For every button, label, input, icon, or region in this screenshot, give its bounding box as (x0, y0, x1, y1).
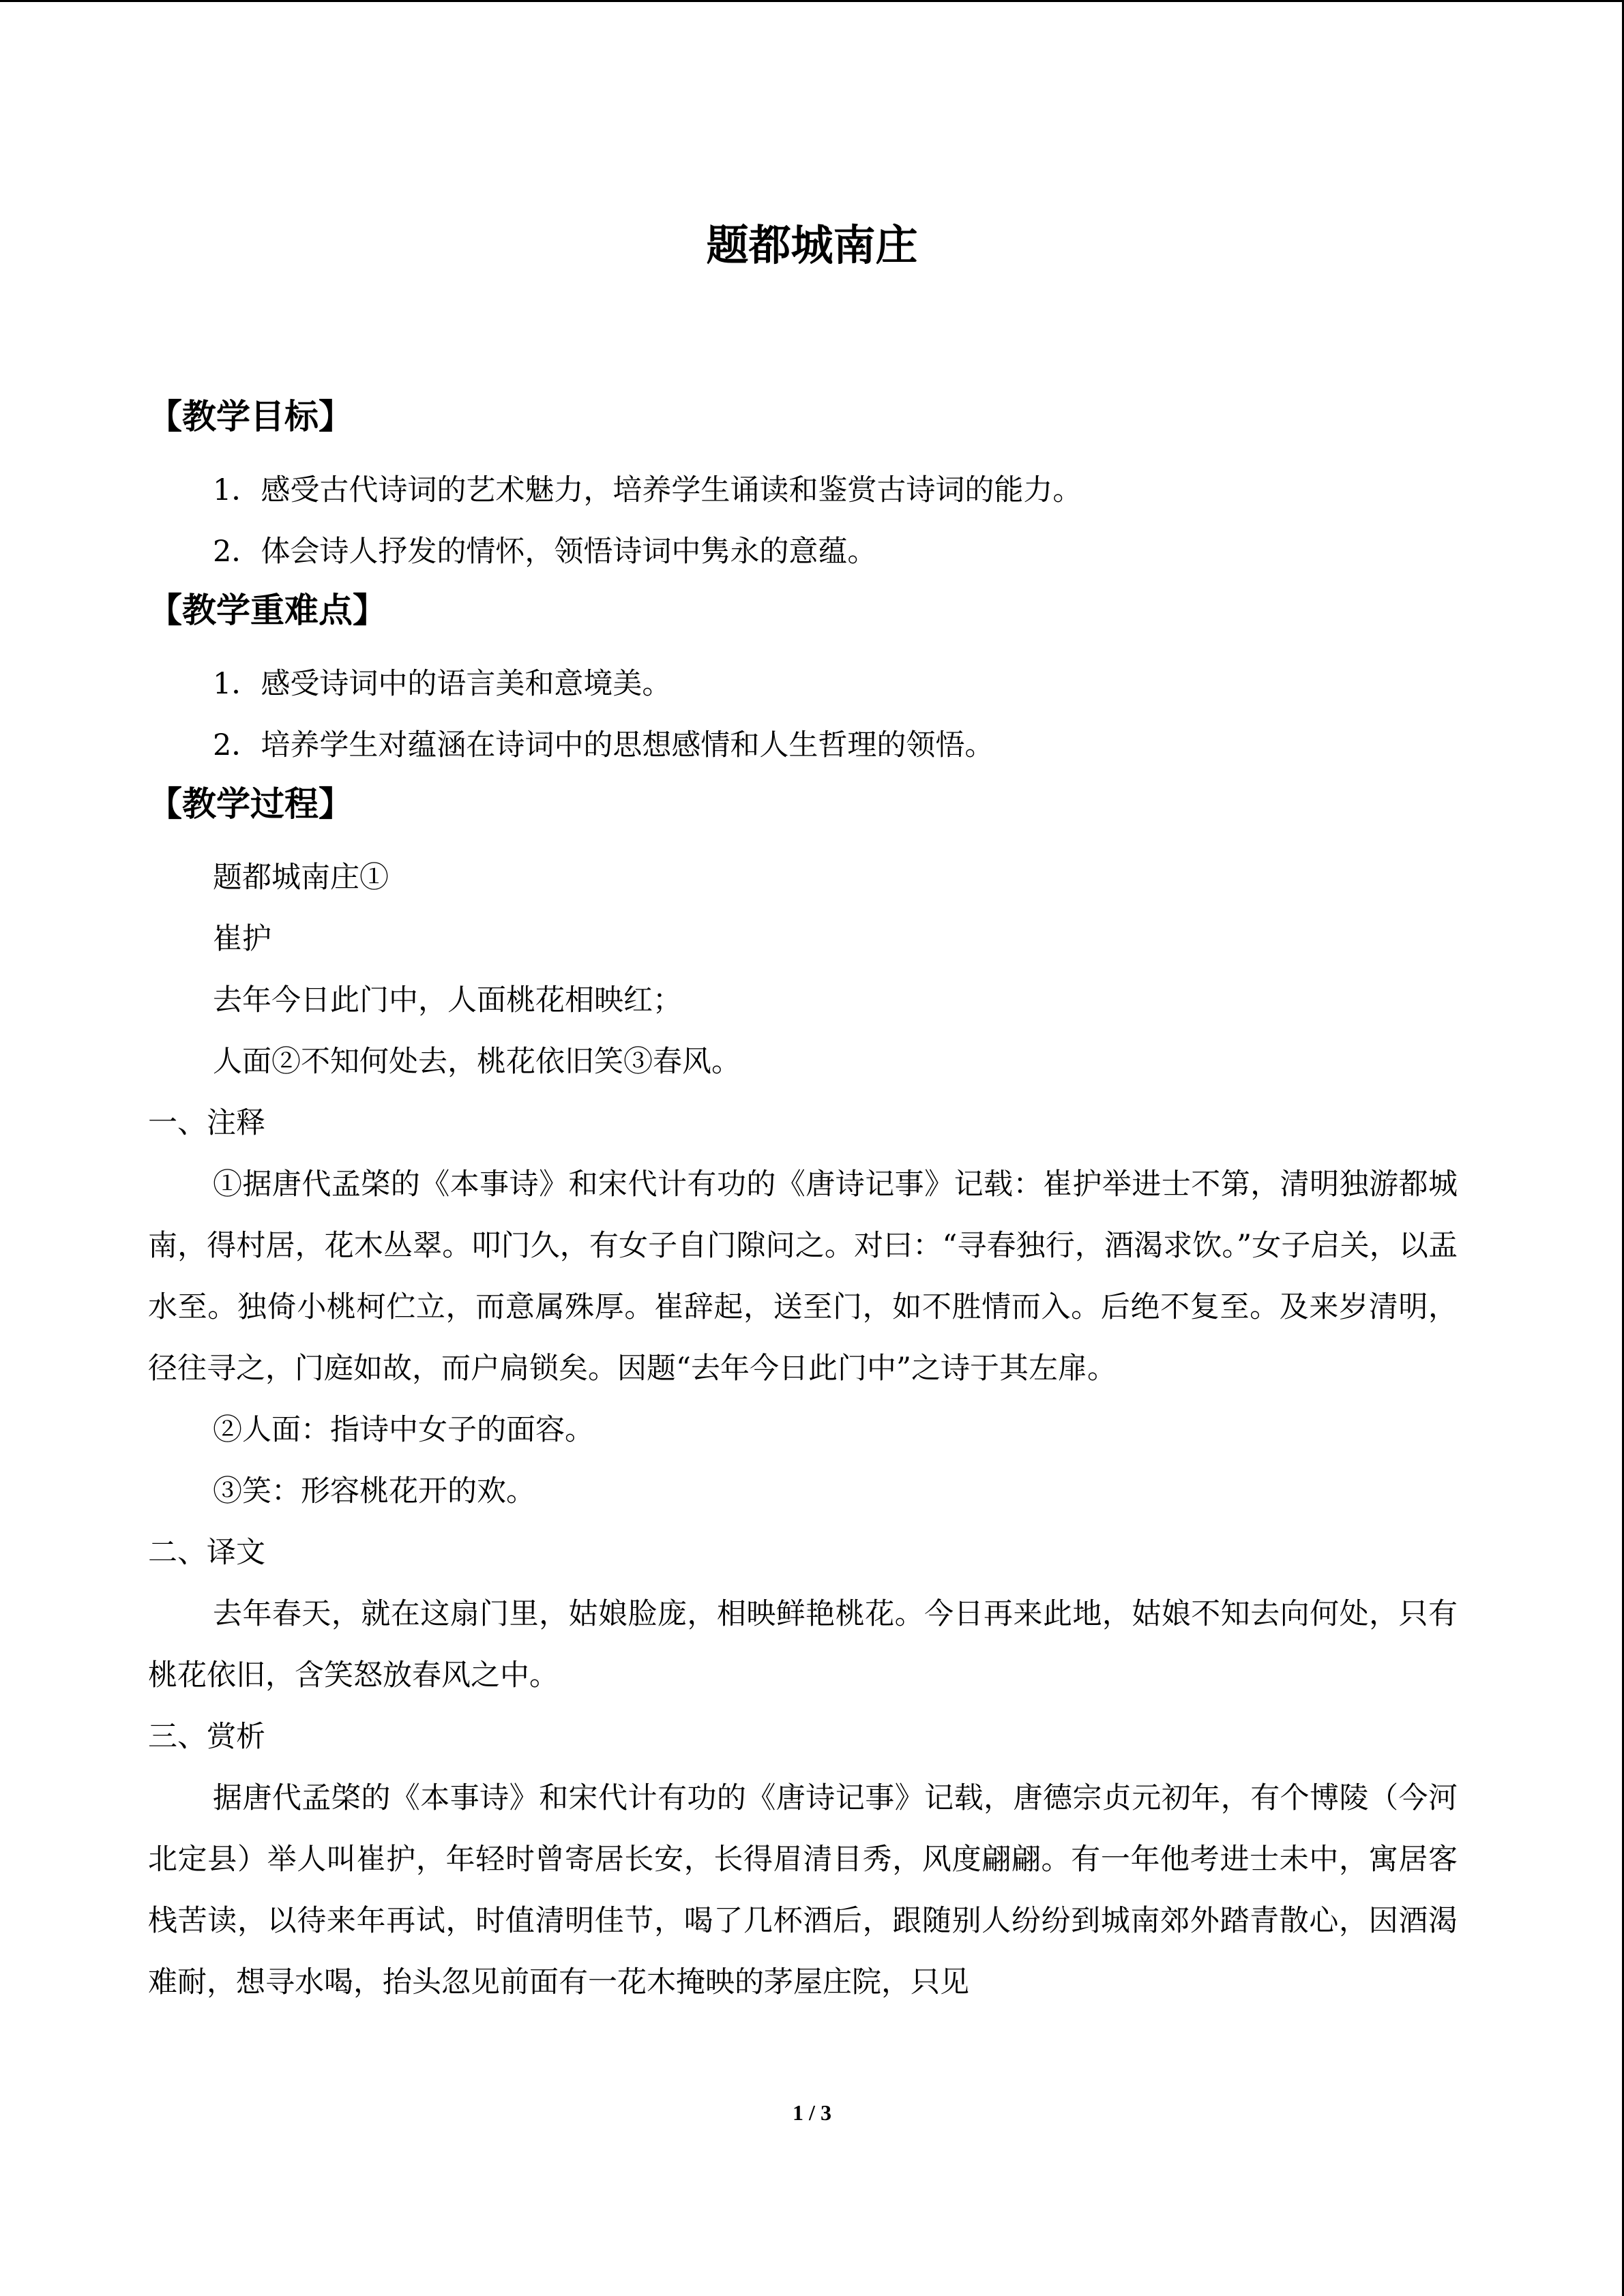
appreciation-text: 据唐代孟棨的《本事诗》和宋代计有功的《唐诗记事》记载，唐德宗贞元初年，有个博陵（今河北定县）举人叫崔护，年轻时曾寄居长安，长得眉清目秀，风度翩翩。有一年他考进士未中，寓居客栈苦读，以待来年再试，时值清明佳节，喝了几杯酒后，跟随别人纷纷到城南郊外踏青散心，因酒渴难耐，想寻水喝，抬头忽见前面有一花木掩映的茅屋庄院，只见 (148, 1781, 1458, 1999)
key-point-item-1: 1．感受诗词中的语言美和意境美。 (213, 667, 672, 701)
heading-key-points: 【教学重难点】 (148, 591, 387, 630)
heading-notes: 一、注释 (148, 1106, 265, 1140)
translation-text: 去年春天，就在这扇门里，姑娘脸庞，相映鲜艳桃花。今日再来此地，姑娘不知去向何处，只有桃花依旧，含笑怒放春风之中。 (148, 1597, 1458, 1693)
note-2: ②人面：指诗中女子的面容。 (213, 1413, 594, 1447)
page-number: 1 / 3 (793, 2100, 831, 2125)
objective-item-1: 1．感受古代诗词的艺术魅力，培养学生诵读和鉴赏古诗词的能力。 (213, 473, 1082, 507)
heading-process: 【教学过程】 (148, 784, 353, 824)
poem-author: 崔护 (213, 922, 271, 956)
poem-line-1: 去年今日此门中，人面桃花相映红； (213, 983, 682, 1017)
poem-title: 题都城南庄① (213, 861, 389, 895)
document-title: 题都城南庄 (706, 220, 918, 270)
objective-item-2: 2．体会诗人抒发的情怀，领悟诗词中隽永的意蕴。 (213, 535, 877, 569)
key-point-item-2: 2．培养学生对蕴涵在诗词中的思想感情和人生哲理的领悟。 (213, 728, 994, 762)
document-body (148, 389, 1458, 2013)
note-3: ③笑：形容桃花开的欢。 (213, 1474, 535, 1508)
heading-objectives: 【教学目标】 (148, 397, 353, 436)
note-1: ①据唐代孟棨的《本事诗》和宋代计有功的《唐诗记事》记载：崔护举进士不第，清明独游都城南，得村居，花木丛翠。叩门久，有女子自门隙问之。对曰：“寻春独行，酒渴求饮。”女子启关，以盂水至。独倚小桃柯伫立，而意属殊厚。崔辞起，送至门，如不胜情而入。后绝不复至。及来岁清明，径往寻之，门庭如故，而户扃锁矣。因题“去年今日此门中”之诗于其左扉。 (148, 1167, 1458, 1386)
heading-appreciation: 三、赏析 (148, 1720, 265, 1754)
poem-line-2: 人面②不知何处去，桃花依旧笑③春风。 (213, 1045, 741, 1079)
heading-translation: 二、译文 (148, 1536, 265, 1570)
